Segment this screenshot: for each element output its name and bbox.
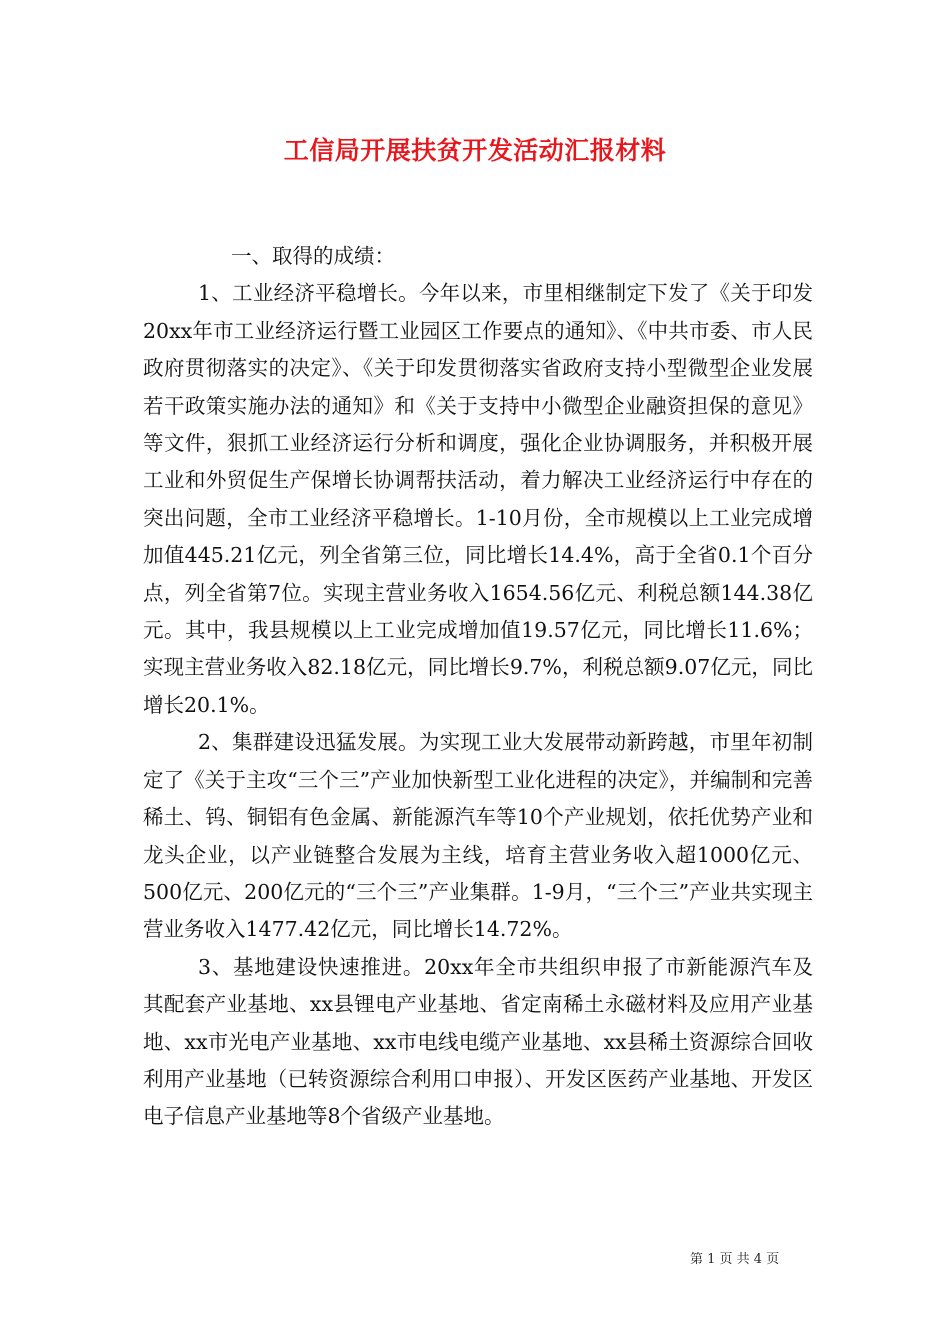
document-title: 工信局开展扶贫开发活动汇报材料 (283, 136, 667, 165)
paragraph-industrial-economy: 1、工业经济平稳增长。今年以来，市里相继制定下发了《关于印发20xx年市工业经济运行暨工业园区工作要点的通知》、《中共市委、市人民政府贯彻落实的决定》、《关于印发贯彻落实省政府支持小型微型企业发展若干政策实施办法的通知》和《关于支持中小微型企业融资担保的意见》等文件，狠抓工业经济运行分析和调度，强化企业协调服务，并积极开展工业和外贸促生产保增长协调帮扶活动，着力解决工业经济运行中存在的突出问题，全市工业经济平稳增长。1-10月份，全市规模以上工业完成增加值445.21亿元，列全省第三位，同比增长14.4%，高于全省0.1个百分点，列全省第7位。实现主营业务收入1654.56亿元、利税总额144.38亿元。其中，我县规模以上工业完成增加值19.57亿元，同比增长11.6%；实现主营业务收入82.18亿元，同比增长9.7%，利税总额9.07亿元，同比增长20.1%。 (143, 281, 813, 717)
paragraph-base-construction: 3、基地建设快速推进。20xx年全市共组织申报了市新能源汽车及其配套产业基地、xx县锂电产业基地、省定南稀土永磁材料及应用产业基地、xx市光电产业基地、xx市电线电缆产业基地、xx县稀土资源综合回收利用产业基地（已转资源综合利用口申报）、开发区医药产业基地、开发区电子信息产业基地等8个省级产业基地。 (143, 954, 813, 1129)
paragraph-cluster-construction: 2、集群建设迅猛发展。为实现工业大发展带动新跨越，市里年初制定了《关于主攻“三个三”产业加快新型工业化进程的决定》，并编制和完善稀土、钨、铜铝有色金属、新能源汽车等10个产业规划，依托优势产业和龙头企业，以产业链整合发展为主线，培育主营业务收入超1000亿元、500亿元、200亿元的“三个三”产业集群。1-9月，“三个三”产业共实现主营业务收入1477.42亿元，同比增长14.72%。 (143, 730, 813, 942)
document-body (143, 238, 813, 1136)
section-heading: 一、取得的成绩： (231, 244, 395, 268)
page-indicator: 第 1 页 共 4 页 (690, 1252, 780, 1267)
